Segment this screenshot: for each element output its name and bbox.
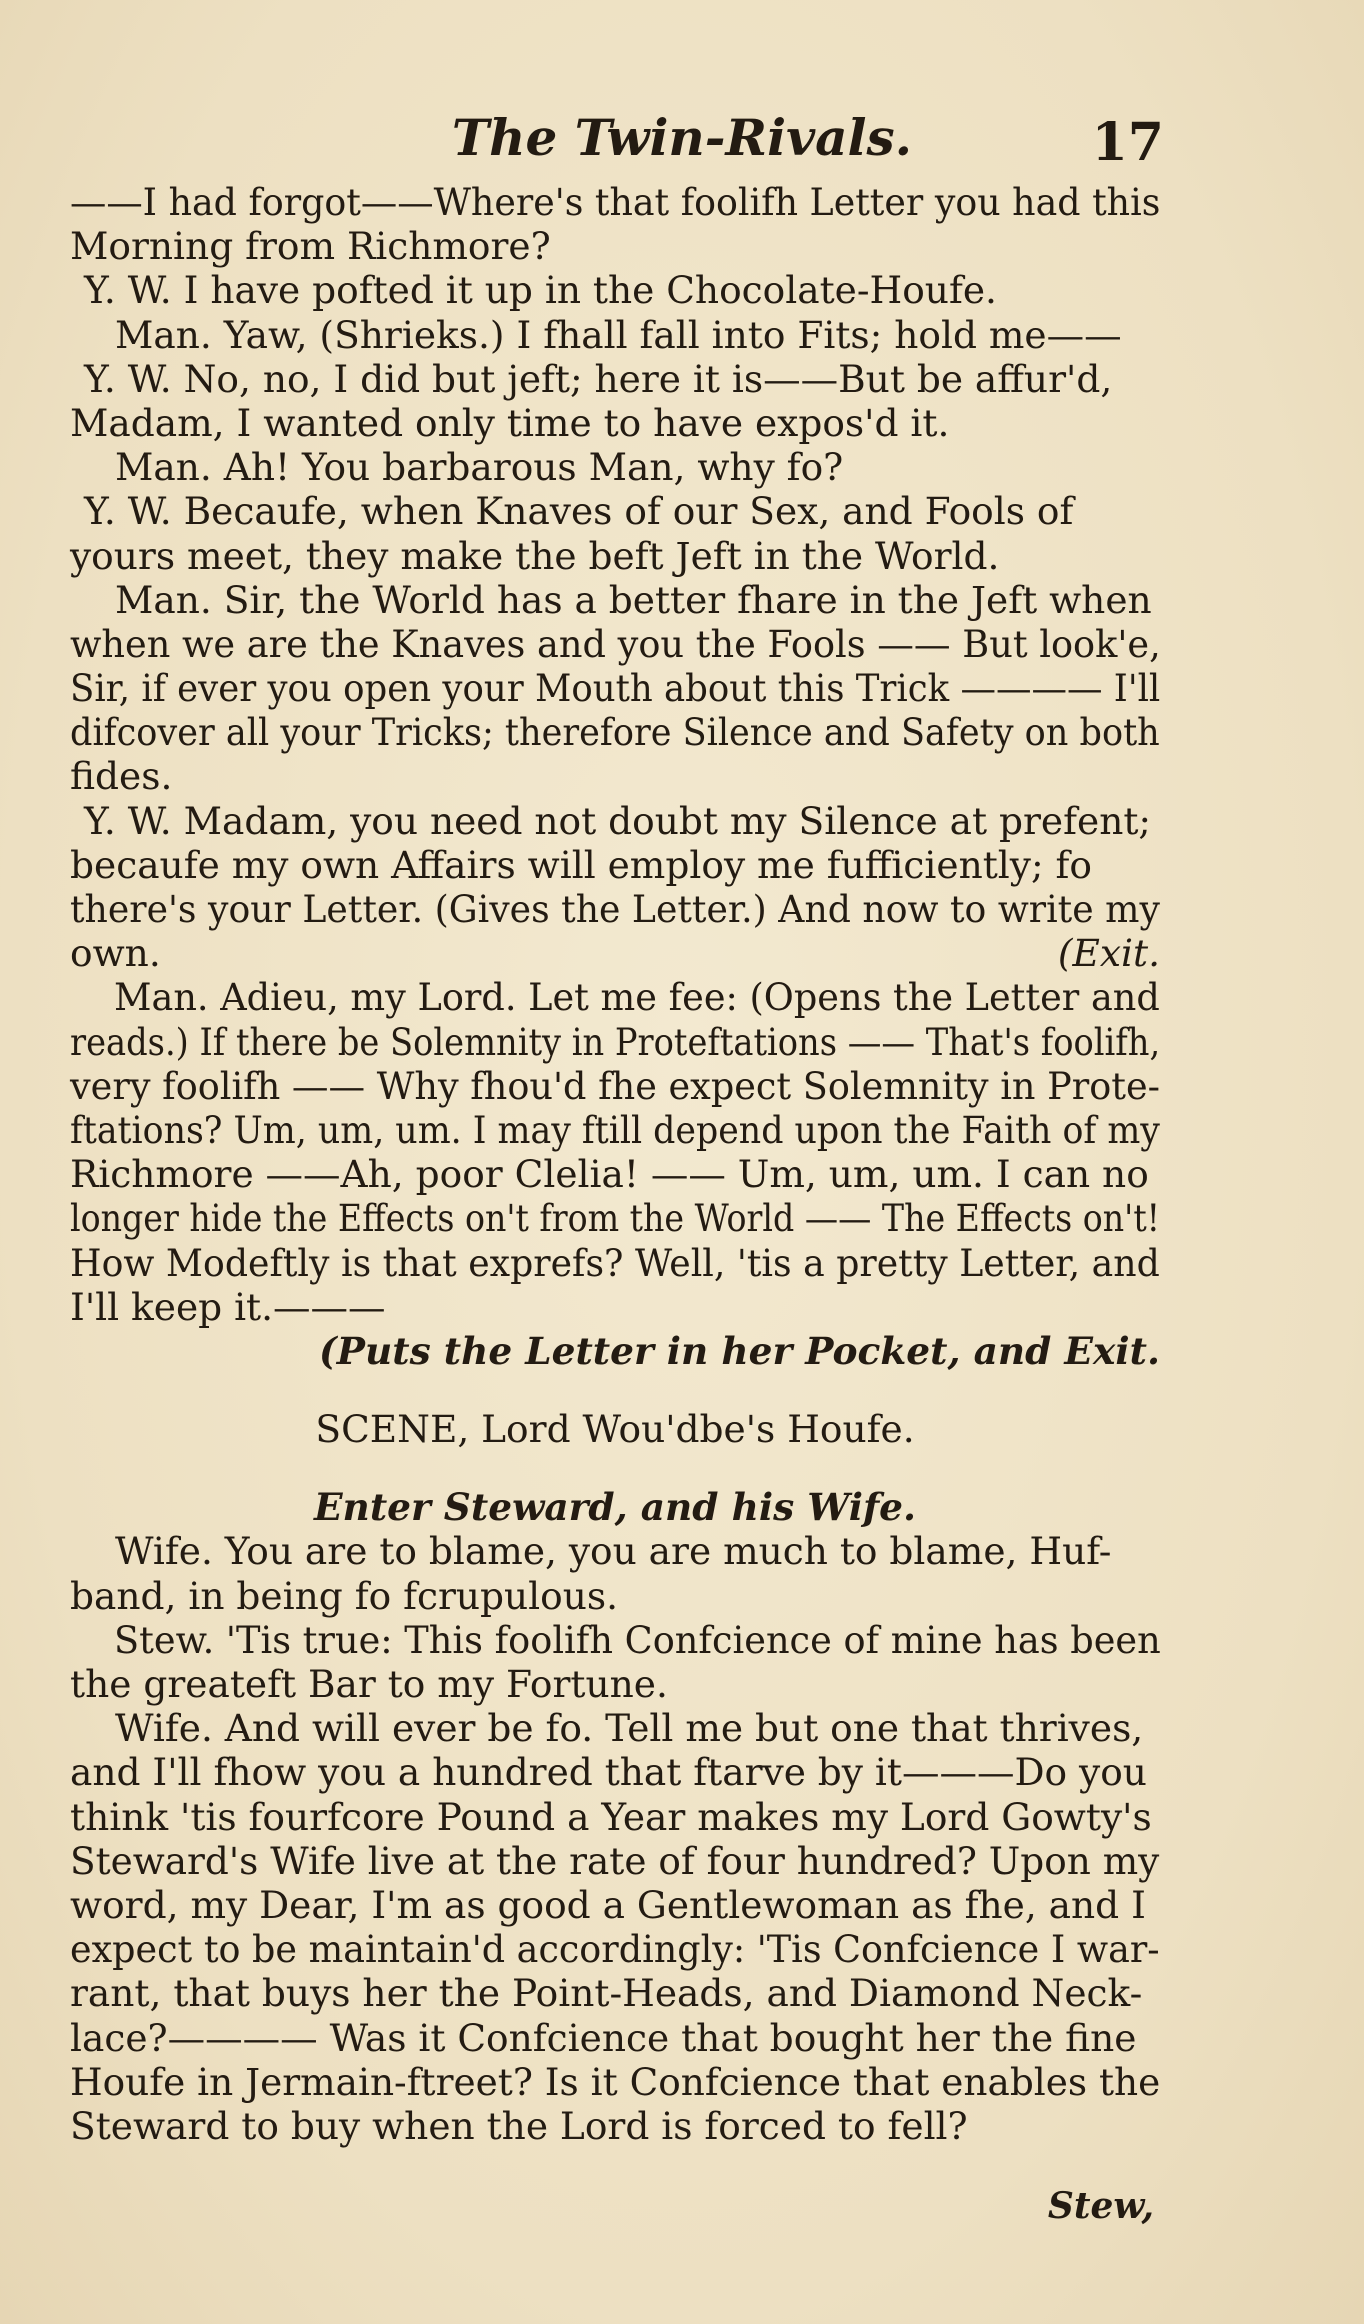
text-line: and I'll fhow you a hundred that ftarve by it———Do you — [70, 1750, 1147, 1795]
text-line: Y. W. I have pofted it up in the Chocolate-Houfe. — [84, 268, 997, 313]
text-line: difcover all your Tricks; therefore Silence and Safety on both — [70, 710, 1160, 755]
spacer — [70, 1373, 1160, 1407]
text-line: when we are the Knaves and you the Fools —— But look'e, — [70, 621, 1161, 666]
running-title: The Twin-Rivals. — [451, 108, 913, 167]
text-line: band, in being fo fcrupulous. — [70, 1573, 619, 1618]
text-line: lace?———— Was it Confcience that bought her the fine — [70, 2015, 1137, 2060]
text-line: longer hide the Effects on't from the World —— The Effects on't! — [70, 1196, 1161, 1241]
text-line: Y. W. Madam, you need not doubt my Silence at prefent; — [84, 798, 1152, 843]
text-line: Man. Ah! You barbarous Man, why fo? — [115, 445, 844, 490]
text-line: very foolifh —— Why fhou'd fhe expect Solemnity in Prote- — [70, 1063, 1161, 1108]
text-line: expect to be maintain'd accordingly: 'Tis Confcience I war- — [70, 1927, 1160, 1972]
text-line: there's your Letter. (Gives the Letter.) And now to write my — [70, 887, 1160, 931]
text-line: Man. Yaw, (Shrieks.) I fhall fall into Fits; hold me—— — [115, 312, 1122, 357]
page-header — [0, 108, 1364, 173]
text-line: Y. W. No, no, I did but jeft; here it is——But be affur'd, — [84, 356, 1113, 401]
text-line: Steward to buy when the Lord is forced to fell? — [70, 2103, 968, 2148]
text-line: Morning from Richmore? — [70, 224, 551, 269]
text-line: Madam, I wanted only time to have expos'd it. — [70, 400, 950, 445]
text-line: Steward's Wife live at the rate of four hundred? Upon my — [70, 1838, 1160, 1883]
text-line: word, my Dear, I'm as good a Gentlewoman as fhe, and I — [70, 1882, 1146, 1927]
text-line: Houfe in Jermain-ftreet? Is it Confcience that enables the — [70, 2059, 1161, 2104]
text-line: fides. — [70, 754, 173, 799]
text-line: becaufe my own Affairs will employ me fufficiently; fo — [70, 842, 1092, 887]
text-line: Richmore ——Ah, poor Clelia! —— Um, um, um. I can no — [70, 1152, 1149, 1197]
text-line: Stew. 'Tis true: This foolifh Confcience of mine has been — [114, 1617, 1161, 1662]
scene-heading: SCENE, Lord Wou'dbe's Houfe. — [315, 1407, 915, 1452]
text-line: I'll keep it.——— — [70, 1284, 386, 1329]
text-line: yours meet, they make the beft Jeft in the World. — [70, 533, 1000, 578]
text-line: rant, that buys her the Point-Heads, and Diamond Neck- — [70, 1971, 1143, 2016]
text-line: think 'tis fourfcore Pound a Year makes my Lord Gowty's — [70, 1794, 1152, 1839]
text-line: Man. Sir, the World has a better fhare in the Jeft when — [115, 577, 1152, 622]
text-line: Man. Adieu, my Lord. Let me fee: (Opens the Letter and — [113, 975, 1160, 1020]
stage-direction: (Exit. — [1057, 931, 1160, 976]
text-line: ftations? Um, um, um. I may ftill depend upon the Faith of my — [70, 1107, 1160, 1152]
stage-direction: Enter Steward, and his Wife. — [313, 1485, 917, 1530]
text-line: Wife. You are to blame, you are much to blame, Huf- — [115, 1529, 1112, 1574]
text-line: Wife. And will ever be fo. Tell me but one that thrives, — [115, 1706, 1144, 1751]
spacer — [70, 1451, 1160, 1485]
text-line: the greateft Bar to my Fortune. — [70, 1662, 668, 1706]
catchword: Stew, — [1047, 2185, 1154, 2227]
text-line: How Modeftly is that exprefs? Well, 'tis a pretty Letter, and — [70, 1240, 1160, 1285]
page-number: 17 — [1091, 112, 1164, 173]
text-line: Y. W. Becaufe, when Knaves of our Sex, and Fools of — [84, 489, 1074, 534]
text-line: Sir, if ever you open your Mouth about this Trick ———— I'll — [70, 666, 1161, 711]
stage-direction: (Puts the Letter in her Pocket, and Exit. — [319, 1328, 1160, 1373]
text-line: ——I had forgot——Where's that foolifh Letter you had this — [70, 180, 1161, 224]
text-line: reads.) If there be Solemnity in Proteftations —— That's foolifh, — [70, 1019, 1161, 1064]
body-text: ——I had forgot——Where's that foolifh Letter you had this Morning from Richmore? Y. W. I have pofted it up in the Chocolate-Houfe. Man. Yaw, (Shrieks.) I fhall fall into Fits; hold me—— Y. W. No, no, I did but jeft; here it is——But be affur'd, Madam, I wanted only time to have expos'd it. Man. Ah! You barbarous Man, why fo? Y. W. Becaufe, when Knaves of our Sex, and Fools of yours meet, they make the beft Jeft in the World. Man. Sir, the World has a better fhare in the Jeft when when we are the Knaves and you the Fools —— But look'e, Sir, if ever you open your Mouth about this Trick ———— I'll difcover all your Tricks; therefore Silence and Safety on both fides. Y. W. Madam, you need not doubt my Silence at prefent; becaufe my own Affairs will employ me fufficiently; fo there's your Letter. (Gives the Letter.) And now to write my own. (Exit. Man. Adieu, my Lord. Let me fee: (Opens the Letter and reads.) If there be Solemnity in Proteftations —— That's foolifh, very foolifh —— Why fhou'd fhe expect Solemnity in Prote- ftations? Um, um, um. I may ftill depend upon the Faith of my Richmore ——Ah, poor Clelia! —— Um, um, um. I can no longer hide the Effects on't from the World —— The Effects on't! How Modeftly is that exprefs? Well, 'tis a pretty Letter, and I'll keep it.——— (Puts the Letter in her Pocket, and Exit. SCENE, Lord Wou'dbe's Houfe. Enter Steward, and his Wife. Wife. You are to blame, you are much to blame, Huf- band, in being fo fcrupulous. Stew. 'Tis true: This foolifh Confcience of mine has been the greateft Bar to my Fortune. Wife. And will ever be fo. Tell me but one that thrives, and I'll fhow you a hundred that ftarve by it———Do you think 'tis fourfcore Pound a Year makes my Lord Gowty's Steward's Wife live at the rate of four hundred? Upon my word, my Dear, I'm as good a Gentlewoman as fhe, and I expect to be maintain'd accordingly: 'Tis Confcience I war- rant, that buys her the Point-Heads, and Diamond Neck- lace?———— Was it Confcience that bought her the fine Houfe in Jermain-ftreet? Is it Confcience that enables the Steward to buy when the Lord is forced to fell? — [70, 180, 1161, 2148]
